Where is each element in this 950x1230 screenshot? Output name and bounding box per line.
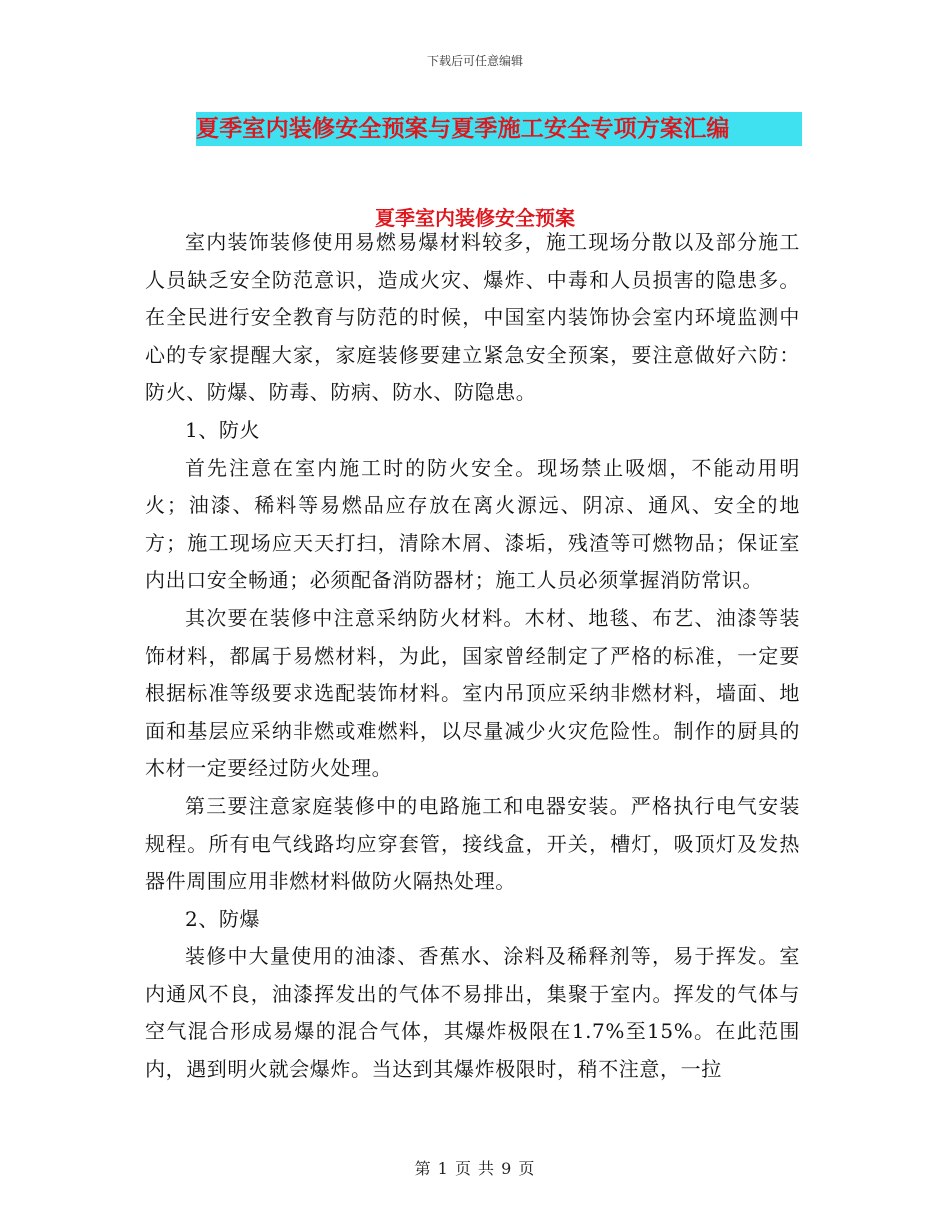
paragraph-explosion-1: 装修中大量使用的油漆、香蕉水、涂料及稀释剂等，易于挥发。室内通风不良，油漆挥发出的气体不易排出，集聚于室内。挥发的气体与空气混合形成易爆的混合气体，其爆炸极限在1.7%至15%。在此范围内，遇到明火就会爆炸。当达到其爆炸极限时，稍不注意，一拉 xyxy=(145,944,800,1082)
paragraph-fire-3: 第三要注意家庭装修中的电路施工和电器安装。严格执行电气安装规程。所有电气线路均应穿套管，接线盒，开关，槽灯，吸顶灯及发热器件周围应用非燃材料做防火隔热处理。 xyxy=(145,793,800,894)
heading-explosion-prevention: 2、防爆 xyxy=(185,906,261,931)
paragraph-intro: 室内装饰装修使用易燃易爆材料较多，施工现场分散以及部分施工人员缺乏安全防范意识，造成火灾、爆炸、中毒和人员损害的隐患多。在全民进行安全教育与防范的时候，中国室内装饰协会室内环境监测中心的专家提醒大家，家庭装修要建立紧急安全预案，要注意做好六防：防火、防爆、防毒、防病、防水、防隐患。 xyxy=(145,230,800,405)
header-note: 下载后可任意编辑 xyxy=(426,54,523,68)
document-title: 夏季室内装修安全预案与夏季施工安全专项方案汇编 xyxy=(196,112,802,146)
paragraph-fire-2: 其次要在装修中注意采纳防火材料。木材、地毯、布艺、油漆等装饰材料，都属于易燃材料，为此，国家曾经制定了严格的标准，一定要根据标准等级要求选配装饰材料。室内吊顶应采纳非燃材料，墙面、地面和基层应采纳非燃或难燃料，以尽量减少火灾危险性。制作的厨具的木材一定要经过防火处理。 xyxy=(145,605,800,781)
paragraph-fire-1: 首先注意在室内施工时的防火安全。现场禁止吸烟，不能动用明火；油漆、稀料等易燃品应存放在离火源远、阴凉、通风、安全的地方；施工现场应天天打扫，清除木屑、漆垢，残渣等可燃物品；保证室内出口安全畅通；必须配备消防器材；施工人员必须掌握消防常识。 xyxy=(145,455,800,593)
document-body xyxy=(145,224,800,1089)
page-footer: 第 1 页 共 9 页 xyxy=(414,1159,536,1178)
heading-fire-prevention: 1、防火 xyxy=(185,417,261,442)
section-title: 夏季室内装修安全预案 xyxy=(375,206,575,230)
